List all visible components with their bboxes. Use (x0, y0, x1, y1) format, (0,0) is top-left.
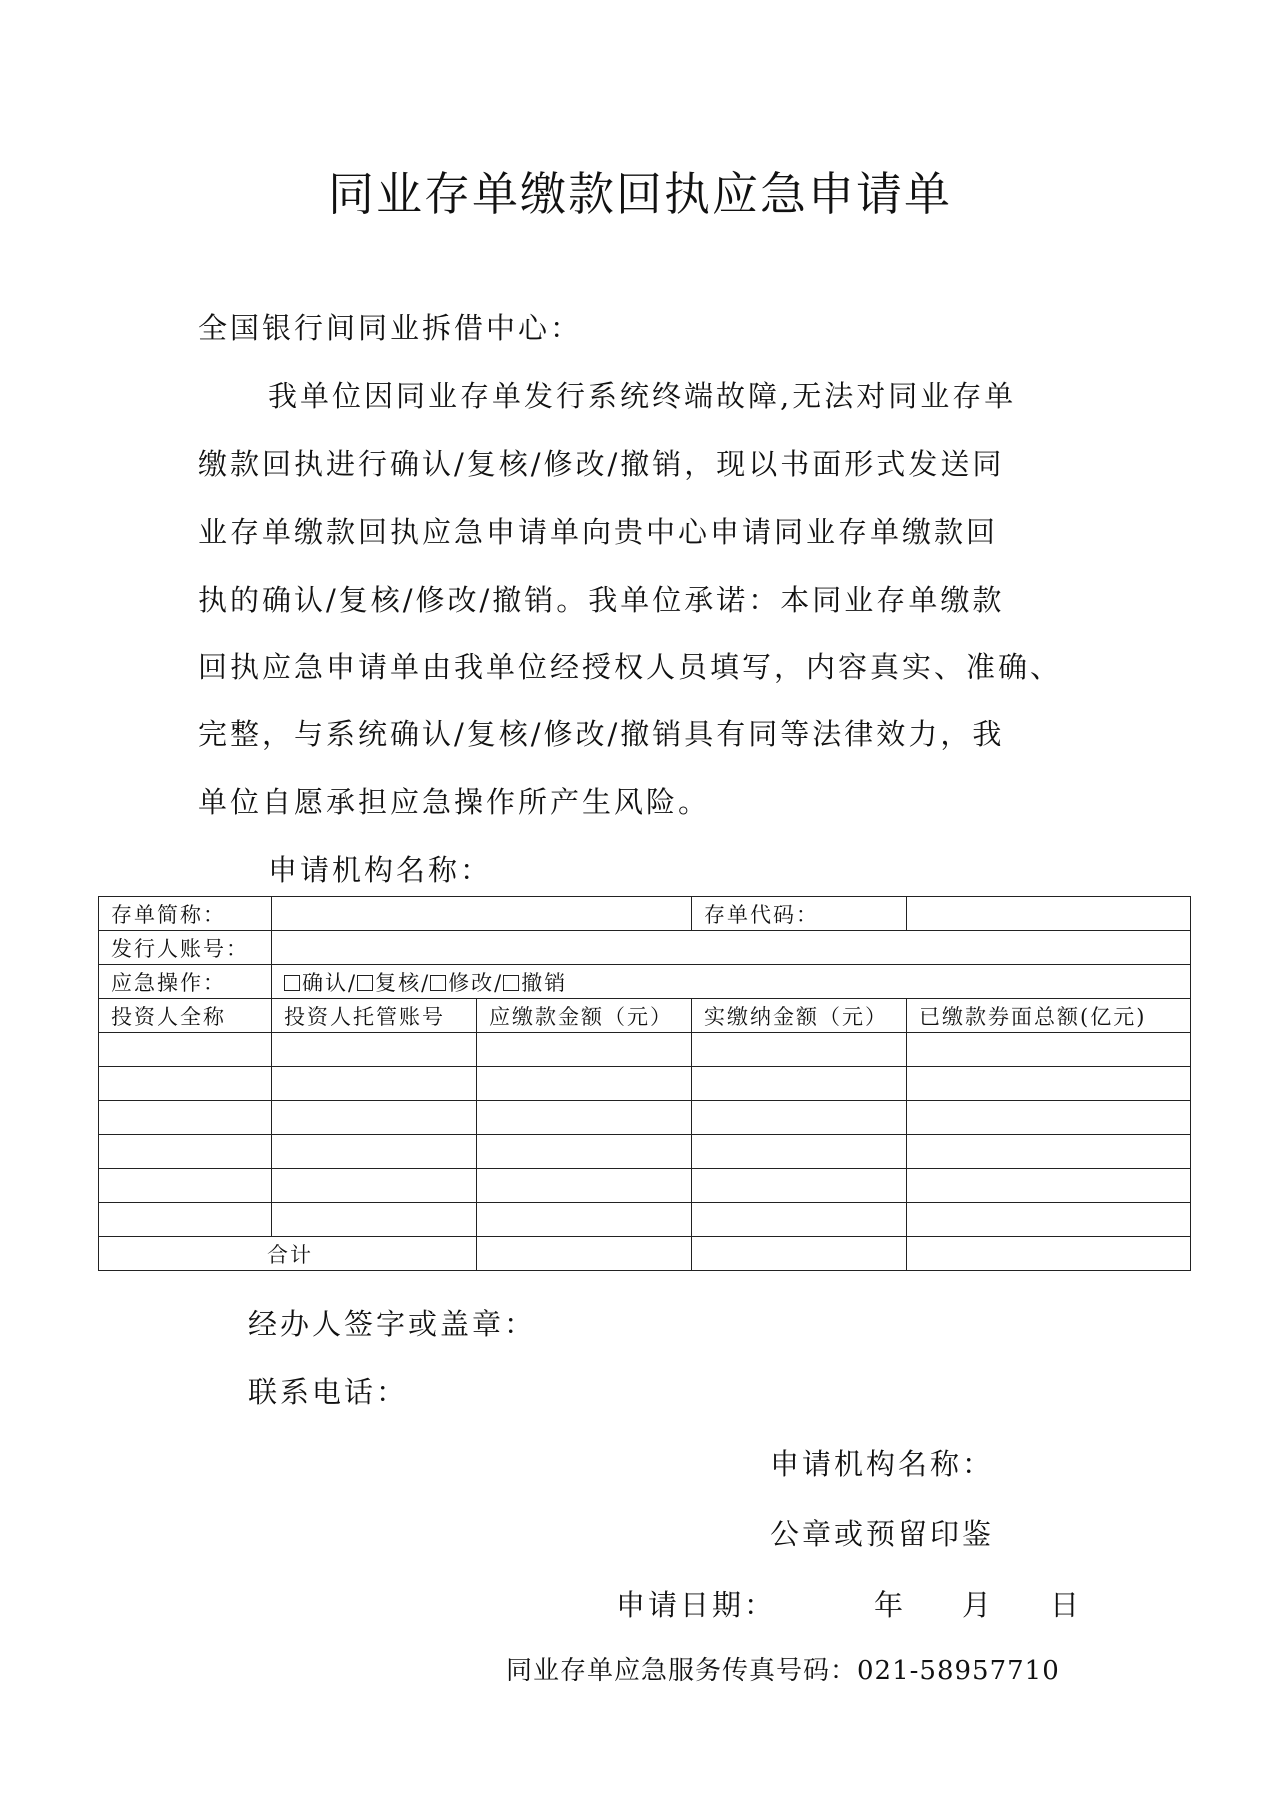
review-option-label: 复核/ (375, 970, 431, 995)
table-cell[interactable] (692, 1169, 907, 1203)
modify-checkbox[interactable] (430, 971, 503, 995)
total-row (99, 1237, 1191, 1271)
header-amount-due: 应缴款金额（元） (477, 999, 692, 1033)
checkbox-icon (430, 975, 446, 991)
confirm-checkbox[interactable] (284, 971, 357, 995)
total-face-amount[interactable] (907, 1237, 1191, 1271)
seal-label: 公章或预留印鉴 (770, 1517, 995, 1551)
header-amount-paid: 实缴纳金额（元） (692, 999, 907, 1033)
table-cell[interactable] (907, 1067, 1191, 1101)
body-line-2: 缴款回执进行确认/复核/修改/撤销，现以书面形式发送同 (198, 447, 1005, 481)
body-line-5: 回执应急申请单由我单位经授权人员填写，内容真实、准确、 (198, 650, 1063, 684)
table-cell[interactable] (272, 1135, 477, 1169)
total-label: 合计 (99, 1237, 477, 1271)
table-cell[interactable] (99, 1033, 272, 1067)
cancel-option-label: 撤销 (521, 970, 568, 995)
table-cell[interactable] (692, 1033, 907, 1067)
table-cell[interactable] (907, 1135, 1191, 1169)
table-cell[interactable] (272, 1101, 477, 1135)
table-cell[interactable] (272, 1169, 477, 1203)
header-face-total: 已缴款券面总额(亿元) (907, 999, 1191, 1033)
header-investor-name: 投资人全称 (99, 999, 272, 1033)
cd-short-name-field[interactable] (272, 897, 692, 931)
table-cell[interactable] (477, 1203, 692, 1237)
table-cell[interactable] (477, 1101, 692, 1135)
table-cell[interactable] (692, 1135, 907, 1169)
org-name-label: 申请机构名称： (268, 853, 493, 887)
table-cell[interactable] (907, 1101, 1191, 1135)
issuer-account-label: 发行人账号： (99, 931, 272, 965)
total-amount-paid[interactable] (692, 1237, 907, 1271)
modify-option-label: 修改/ (448, 970, 504, 995)
table-cell[interactable] (692, 1203, 907, 1237)
fax-number-line: 同业存单应急服务传真号码：021-58957710 (506, 1656, 1060, 1686)
table-cell[interactable] (99, 1169, 272, 1203)
date-month: 月 (962, 1588, 995, 1622)
body-line-3: 业存单缴款回执应急申请单向贵中心申请同业存单缴款回 (198, 515, 999, 549)
table-cell[interactable] (692, 1067, 907, 1101)
page-title: 同业存单缴款回执应急申请单 (328, 167, 952, 221)
phone-label: 联系电话： (248, 1375, 409, 1409)
cd-code-field[interactable] (907, 897, 1191, 931)
body-line-1: 我单位因同业存单发行系统终端故障,无法对同业存单 (268, 379, 1017, 413)
body-line-4: 执的确认/复核/修改/撤销。我单位承诺：本同业存单缴款 (198, 583, 1005, 617)
table-cell[interactable] (99, 1203, 272, 1237)
table-cell[interactable] (272, 1033, 477, 1067)
review-checkbox[interactable] (357, 971, 430, 995)
date-label: 申请日期： (616, 1588, 777, 1622)
checkbox-icon (357, 975, 373, 991)
table-cell[interactable] (907, 1203, 1191, 1237)
table-row (99, 1033, 1191, 1067)
application-form-table (98, 896, 1191, 1271)
emergency-op-options (272, 965, 1191, 999)
confirm-option-label: 确认/ (302, 970, 358, 995)
body-line-6: 完整，与系统确认/复核/修改/撤销具有同等法律效力，我 (198, 717, 1005, 751)
table-row (99, 1101, 1191, 1135)
table-cell[interactable] (99, 1101, 272, 1135)
table-cell[interactable] (477, 1033, 692, 1067)
cancel-checkbox[interactable] (503, 971, 567, 995)
table-cell[interactable] (907, 1033, 1191, 1067)
table-cell[interactable] (907, 1169, 1191, 1203)
table-row (99, 1169, 1191, 1203)
table-cell[interactable] (99, 1135, 272, 1169)
total-amount-due[interactable] (477, 1237, 692, 1271)
emergency-op-label: 应急操作： (99, 965, 272, 999)
header-custody-account: 投资人托管账号 (272, 999, 477, 1033)
table-cell[interactable] (272, 1203, 477, 1237)
table-cell[interactable] (692, 1101, 907, 1135)
cd-short-name-label: 存单简称： (99, 897, 272, 931)
table-row (99, 1067, 1191, 1101)
table-cell[interactable] (477, 1067, 692, 1101)
checkbox-icon (284, 975, 300, 991)
table-cell[interactable] (477, 1169, 692, 1203)
issuer-account-field[interactable] (272, 931, 1191, 965)
date-year: 年 (874, 1588, 907, 1622)
addressee: 全国银行间同业拆借中心： (198, 311, 583, 345)
signer-label: 经办人签字或盖章： (248, 1307, 537, 1341)
table-row (99, 1203, 1191, 1237)
cd-code-label: 存单代码： (692, 897, 907, 931)
date-day: 日 (1050, 1588, 1083, 1622)
body-line-7: 单位自愿承担应急操作所产生风险。 (198, 785, 711, 819)
table-cell[interactable] (99, 1067, 272, 1101)
table-cell[interactable] (477, 1135, 692, 1169)
table-row (99, 1135, 1191, 1169)
checkbox-icon (503, 975, 519, 991)
table-cell[interactable] (272, 1067, 477, 1101)
org-name-label-2: 申请机构名称： (770, 1447, 995, 1481)
